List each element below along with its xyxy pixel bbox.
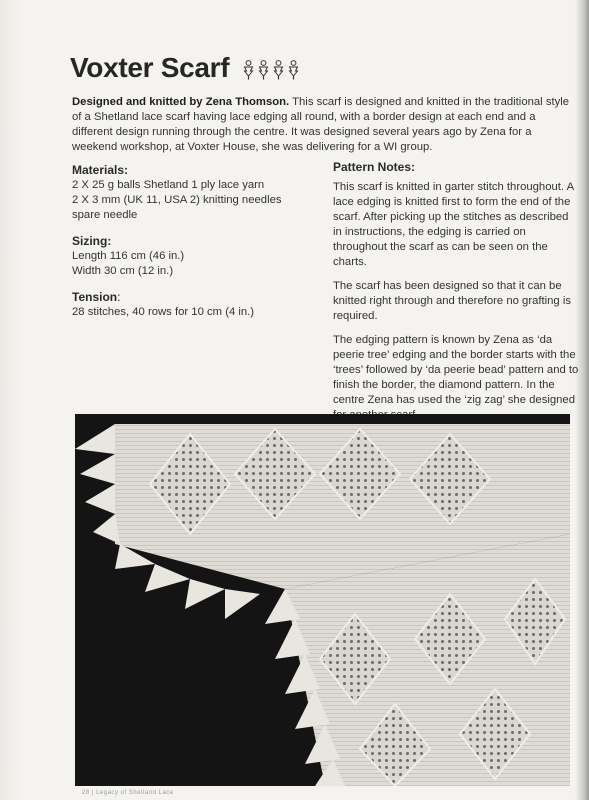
designer-credit: Designed and knitted by Zena Thomson. bbox=[72, 96, 290, 108]
lace-scarf-image bbox=[75, 414, 570, 786]
page-title: Voxter Scarf bbox=[70, 52, 230, 83]
pattern-notes-section bbox=[333, 160, 579, 432]
materials-line: 2 X 25 g balls Shetland 1 ply lace yarn bbox=[72, 179, 265, 191]
materials-line: 2 X 3 mm (UK 11, USA 2) knitting needles bbox=[72, 194, 282, 206]
pattern-notes-paragraph: The edging pattern is known by Zena as ‘da peerie tree’ edging and the border starts with the ‘trees’ followed by ‘da peerie bead’ pattern and to finish the border, the diamond pattern. In the centre Zena has used the ‘zig zag’ she designed bbox=[333, 334, 579, 406]
specs-column bbox=[72, 163, 312, 331]
sizing-section bbox=[72, 234, 312, 279]
page-gutter-left bbox=[0, 0, 22, 800]
pattern-notes-paragraph: The scarf has been designed so that it can be knitted right through and therefore no grafting is required. bbox=[333, 280, 572, 322]
title-row bbox=[70, 52, 299, 84]
scarf-photo bbox=[75, 414, 570, 786]
tension-section bbox=[72, 290, 312, 320]
sizing-heading: Sizing: bbox=[72, 234, 112, 248]
tension-heading-text: Tension bbox=[72, 290, 118, 304]
tension-line: 28 stitches, 40 rows for 10 cm (4 in.) bbox=[72, 306, 255, 318]
sizing-line: Length 116 cm (46 in.) bbox=[72, 250, 185, 262]
tree-motif-icon bbox=[258, 60, 269, 80]
sizing-line: Width 30 cm (12 in.) bbox=[72, 265, 174, 277]
difficulty-rating bbox=[243, 60, 299, 80]
page-footer: 28 | Legacy of Shetland Lace bbox=[82, 790, 174, 796]
materials-section bbox=[72, 163, 312, 223]
intro-paragraph bbox=[72, 95, 572, 155]
pattern-notes-paragraph: This scarf is knitted in garter stitch throughout. A lace edging is knitted first to form the end of the scarf. After picking up the stitches as described in instructions, the edging is carried on throughout the scarf as can be seen on the charts. bbox=[333, 181, 574, 268]
tree-motif-icon bbox=[273, 60, 284, 80]
tension-heading-colon: : bbox=[117, 290, 121, 304]
tree-motif-icon bbox=[243, 60, 254, 80]
intro-body: This scarf is designed and knitted in the traditional style of a Shetland lace scarf having lace edging all round, with a border design at each end and a different design running through the centre. It was designed several years ago by Zena for a weekend workshop, at Voxter House, she was delivering for a WI group. bbox=[72, 96, 570, 153]
materials-line: spare needle bbox=[72, 209, 138, 221]
tree-motif-icon bbox=[288, 60, 299, 80]
pattern-notes-heading: Pattern Notes: bbox=[333, 160, 416, 174]
materials-heading: Materials: bbox=[72, 163, 129, 177]
tension-heading bbox=[72, 290, 312, 305]
